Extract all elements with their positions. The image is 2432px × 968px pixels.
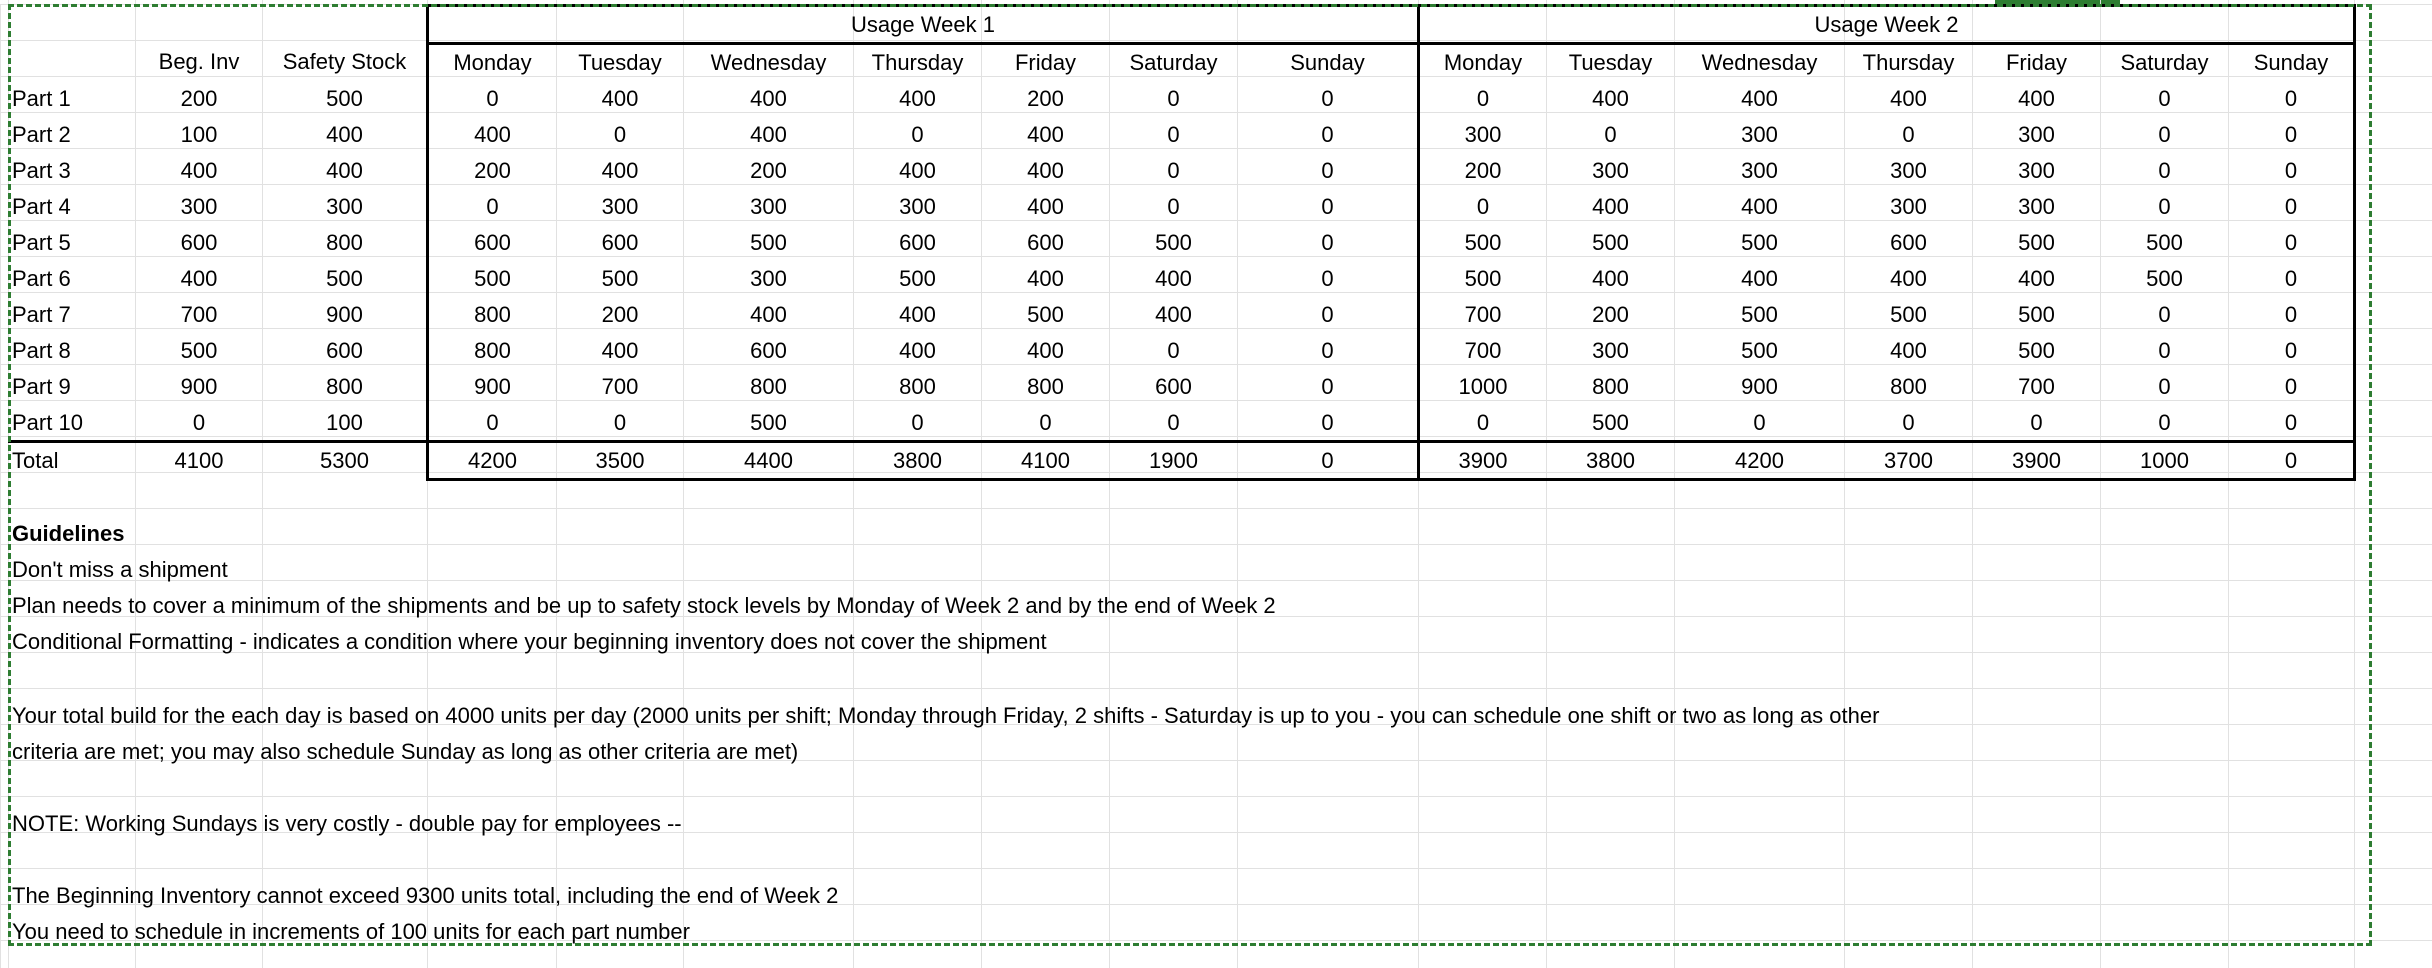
empty-cell[interactable] xyxy=(9,6,136,44)
usage-cell[interactable]: 0 xyxy=(1604,121,1617,147)
usage-cell[interactable]: 500 xyxy=(2146,265,2183,291)
part-label[interactable]: Part 10 xyxy=(12,409,83,435)
usage-cell[interactable]: 400 xyxy=(1155,265,1192,291)
part-label[interactable]: Part 5 xyxy=(12,229,71,255)
usage-cell[interactable]: 500 xyxy=(2018,337,2055,363)
usage-cell[interactable]: 600 xyxy=(899,229,936,255)
usage-cell[interactable]: 0 xyxy=(1167,337,1180,363)
usage-cell[interactable]: 700 xyxy=(1464,337,1502,363)
usage-cell[interactable]: 0 xyxy=(1753,409,1766,435)
usage-cell[interactable]: 400 xyxy=(899,337,936,363)
usage-cell[interactable]: 1000 xyxy=(1458,373,1508,399)
usage-cell[interactable]: 0 xyxy=(1167,121,1180,147)
usage-cell[interactable]: 400 xyxy=(1592,85,1629,111)
usage-cell[interactable]: 500 xyxy=(601,265,639,291)
usage-cell[interactable]: 600 xyxy=(750,337,787,363)
usage-cell[interactable]: 800 xyxy=(428,297,557,333)
header-week1-sunday[interactable]: Sunday xyxy=(1238,44,1419,81)
header-week2-friday[interactable]: Friday xyxy=(1973,44,2101,81)
usage-cell[interactable]: 300 xyxy=(750,193,787,219)
usage-cell[interactable]: 400 xyxy=(1890,337,1927,363)
week2-title[interactable]: Usage Week 2 xyxy=(1419,6,2355,44)
safety-stock-cell[interactable]: 100 xyxy=(326,409,363,435)
guideline-4b: criteria are met; you may also schedule Sunday as long as other criteria are met) xyxy=(12,739,799,764)
usage-cell[interactable]: 800 xyxy=(428,333,557,369)
usage-cell[interactable]: 500 xyxy=(750,409,787,435)
beg-inv-cell[interactable]: 300 xyxy=(180,193,218,219)
usage-cell[interactable]: 500 xyxy=(1027,301,1064,327)
usage-cell[interactable]: 400 xyxy=(1027,121,1064,147)
usage-cell[interactable]: 0 xyxy=(1238,225,1419,261)
header-week1-wednesday[interactable]: Wednesday xyxy=(684,44,854,81)
beg-inv-cell[interactable]: 500 xyxy=(180,337,218,363)
total-usage-cell[interactable]: 3900 xyxy=(1973,442,2101,480)
usage-cell[interactable]: 0 xyxy=(2229,189,2355,225)
usage-cell[interactable]: 600 xyxy=(1027,229,1064,255)
usage-cell[interactable]: 0 xyxy=(1476,193,1490,219)
part-label[interactable]: Part 7 xyxy=(12,301,71,327)
beg-inv-cell[interactable]: 100 xyxy=(180,121,218,147)
usage-cell[interactable]: 0 xyxy=(2229,117,2355,153)
usage-cell[interactable]: 400 xyxy=(601,157,639,183)
total-beg-inv[interactable]: 4100 xyxy=(136,442,263,480)
usage-cell[interactable]: 400 xyxy=(1741,265,1778,291)
usage-cell[interactable]: 900 xyxy=(1741,373,1778,399)
usage-cell[interactable]: 300 xyxy=(1890,193,1927,219)
usage-cell[interactable]: 0 xyxy=(2229,153,2355,189)
usage-cell[interactable]: 400 xyxy=(1027,265,1064,291)
usage-cell[interactable]: 400 xyxy=(1592,265,1629,291)
usage-cell[interactable]: 0 xyxy=(2158,121,2171,147)
header-safety-stock[interactable]: Safety Stock xyxy=(282,49,407,74)
table-row xyxy=(9,261,2355,297)
usage-cell[interactable]: 300 xyxy=(2018,193,2055,219)
usage-cell[interactable]: 0 xyxy=(2229,333,2355,369)
header-row xyxy=(9,44,2355,81)
usage-cell[interactable]: 0 xyxy=(1238,405,1419,442)
table-row xyxy=(9,333,2355,369)
inventory-table[interactable] xyxy=(8,4,2356,481)
usage-cell[interactable]: 500 xyxy=(428,261,557,297)
usage-cell[interactable]: 200 xyxy=(601,301,639,327)
usage-cell[interactable]: 400 xyxy=(428,117,557,153)
total-usage-cell[interactable]: 4400 xyxy=(684,442,854,480)
usage-cell[interactable]: 800 xyxy=(1890,373,1927,399)
guideline-3: Conditional Formatting - indicates a condition where your beginning inventory does not cover the shipment xyxy=(12,629,1047,654)
guideline-6: You need to schedule in increments of 100 units for each part number xyxy=(12,919,690,944)
usage-cell[interactable]: 300 xyxy=(899,193,936,219)
usage-cell[interactable]: 0 xyxy=(1238,369,1419,405)
usage-cell[interactable]: 400 xyxy=(1155,301,1192,327)
usage-cell[interactable]: 0 xyxy=(2030,409,2043,435)
table-row xyxy=(9,369,2355,405)
usage-cell[interactable]: 500 xyxy=(1592,229,1629,255)
usage-cell[interactable]: 400 xyxy=(1027,337,1064,363)
part-label[interactable]: Part 6 xyxy=(12,265,71,291)
usage-cell[interactable]: 800 xyxy=(899,373,936,399)
usage-cell[interactable]: 400 xyxy=(1027,193,1064,219)
empty-cell[interactable] xyxy=(9,44,136,81)
usage-cell[interactable]: 400 xyxy=(1890,265,1927,291)
table-row xyxy=(9,81,2355,117)
table-row xyxy=(9,405,2355,442)
usage-cell[interactable]: 500 xyxy=(1741,337,1778,363)
guidelines-title: Guidelines xyxy=(12,521,125,546)
usage-cell[interactable]: 500 xyxy=(1741,301,1778,327)
usage-cell[interactable]: 0 xyxy=(2158,337,2171,363)
usage-cell[interactable]: 600 xyxy=(1890,229,1927,255)
beg-inv-cell[interactable]: 600 xyxy=(180,229,218,255)
usage-cell[interactable]: 400 xyxy=(899,157,936,183)
usage-cell[interactable]: 200 xyxy=(1464,157,1502,183)
usage-cell[interactable]: 0 xyxy=(2229,405,2355,442)
usage-cell[interactable]: 300 xyxy=(601,193,639,219)
usage-cell[interactable]: 600 xyxy=(601,229,639,255)
header-week1-tuesday[interactable]: Tuesday xyxy=(557,44,684,81)
guideline-2: Plan needs to cover a minimum of the shipments and be up to safety stock levels by Monday of Week 2 and by the end of Week 2 xyxy=(12,593,1276,618)
usage-cell[interactable]: 300 xyxy=(1741,121,1778,147)
usage-cell[interactable]: 0 xyxy=(1238,333,1419,369)
usage-cell[interactable]: 0 xyxy=(1167,409,1180,435)
week1-title[interactable]: Usage Week 1 xyxy=(428,6,1419,44)
usage-cell[interactable]: 400 xyxy=(1741,193,1778,219)
table-row xyxy=(9,117,2355,153)
beg-inv-cell[interactable]: 200 xyxy=(180,85,218,111)
usage-cell[interactable]: 400 xyxy=(899,85,936,111)
usage-cell[interactable]: 0 xyxy=(2229,297,2355,333)
usage-cell[interactable]: 500 xyxy=(1890,301,1927,327)
usage-cell[interactable]: 700 xyxy=(2018,373,2055,399)
total-usage-cell[interactable]: 0 xyxy=(2229,442,2355,480)
beg-inv-cell[interactable]: 900 xyxy=(180,373,218,399)
total-safety-stock[interactable]: 5300 xyxy=(263,442,428,480)
usage-cell[interactable]: 300 xyxy=(1741,157,1778,183)
guideline-4a: Your total build for the each day is based on 4000 units per day (2000 units per shift; Monday through Friday, 2 shifts - Saturday is up to you - you can schedule one shift or two as long as other xyxy=(12,703,1880,728)
safety-stock-cell[interactable]: 400 xyxy=(326,121,363,147)
header-week2-sunday[interactable]: Sunday xyxy=(2229,44,2355,81)
empty-cell[interactable] xyxy=(136,6,263,44)
usage-cell[interactable]: 500 xyxy=(2018,229,2055,255)
usage-cell[interactable]: 0 xyxy=(1476,85,1490,111)
total-row xyxy=(9,442,2355,480)
safety-stock-cell[interactable]: 600 xyxy=(326,337,363,363)
usage-cell[interactable]: 0 xyxy=(1167,193,1180,219)
part-label[interactable]: Part 8 xyxy=(12,337,71,363)
usage-cell[interactable]: 0 xyxy=(2158,85,2171,111)
usage-cell[interactable]: 800 xyxy=(1027,373,1064,399)
part-label[interactable]: Part 4 xyxy=(12,193,71,219)
guideline-1: Don't miss a shipment xyxy=(12,557,228,582)
usage-cell[interactable]: 0 xyxy=(428,81,557,117)
usage-cell[interactable]: 500 xyxy=(1592,409,1629,435)
usage-cell[interactable]: 200 xyxy=(750,157,787,183)
header-week2-saturday[interactable]: Saturday xyxy=(2101,44,2229,81)
part-label[interactable]: Part 2 xyxy=(12,121,71,147)
usage-cell[interactable]: 0 xyxy=(428,405,557,442)
total-label[interactable]: Total xyxy=(9,442,136,480)
usage-cell[interactable]: 400 xyxy=(2018,85,2055,111)
header-beg-inv[interactable]: Beg. Inv xyxy=(158,49,240,74)
usage-cell[interactable]: 300 xyxy=(1890,157,1927,183)
safety-stock-cell[interactable]: 800 xyxy=(326,373,363,399)
usage-cell[interactable]: 0 xyxy=(911,121,924,147)
usage-cell[interactable]: 0 xyxy=(2229,225,2355,261)
usage-cell[interactable]: 500 xyxy=(2018,301,2055,327)
usage-cell[interactable]: 300 xyxy=(1464,121,1502,147)
safety-stock-cell[interactable]: 400 xyxy=(326,157,363,183)
usage-cell[interactable]: 800 xyxy=(1592,373,1629,399)
usage-cell[interactable]: 200 xyxy=(428,153,557,189)
usage-cell[interactable]: 0 xyxy=(1238,297,1419,333)
empty-cell[interactable] xyxy=(263,6,428,44)
header-week1-saturday[interactable]: Saturday xyxy=(1110,44,1238,81)
usage-cell[interactable]: 600 xyxy=(1155,373,1192,399)
usage-cell[interactable]: 500 xyxy=(750,229,787,255)
usage-cell[interactable]: 0 xyxy=(613,121,627,147)
usage-cell[interactable]: 0 xyxy=(613,409,627,435)
usage-cell[interactable]: 0 xyxy=(911,409,924,435)
usage-cell[interactable]: 0 xyxy=(2158,373,2171,399)
part-label[interactable]: Part 1 xyxy=(12,85,71,111)
usage-cell[interactable]: 0 xyxy=(2158,301,2171,327)
usage-cell[interactable]: 0 xyxy=(1238,261,1419,297)
table-row xyxy=(9,225,2355,261)
usage-cell[interactable]: 500 xyxy=(1741,229,1778,255)
usage-cell[interactable]: 700 xyxy=(1464,301,1502,327)
usage-cell[interactable]: 0 xyxy=(428,189,557,225)
usage-cell[interactable]: 500 xyxy=(1464,265,1502,291)
total-usage-cell[interactable]: 3800 xyxy=(1547,442,1675,480)
total-usage-cell[interactable]: 3700 xyxy=(1845,442,1973,480)
header-week2-tuesday[interactable]: Tuesday xyxy=(1547,44,1675,81)
usage-cell[interactable]: 0 xyxy=(1238,153,1419,189)
table-row xyxy=(9,189,2355,225)
table-row xyxy=(9,297,2355,333)
header-week1-thursday[interactable]: Thursday xyxy=(854,44,982,81)
header-week1-monday[interactable]: Monday xyxy=(428,44,557,81)
usage-cell[interactable]: 400 xyxy=(750,121,787,147)
usage-cell[interactable]: 400 xyxy=(1592,193,1629,219)
total-usage-cell[interactable]: 3500 xyxy=(557,442,684,480)
beg-inv-cell[interactable]: 0 xyxy=(192,409,206,435)
usage-cell[interactable]: 300 xyxy=(2018,157,2055,183)
usage-cell[interactable]: 400 xyxy=(750,85,787,111)
usage-cell[interactable]: 400 xyxy=(1741,85,1778,111)
usage-cell[interactable]: 0 xyxy=(2158,157,2171,183)
safety-stock-cell[interactable]: 500 xyxy=(326,85,363,111)
safety-stock-cell[interactable]: 300 xyxy=(326,193,363,219)
usage-cell[interactable]: 0 xyxy=(1167,85,1180,111)
guideline-5: The Beginning Inventory cannot exceed 9300 units total, including the end of Week 2 xyxy=(12,883,839,908)
part-label[interactable]: Part 3 xyxy=(12,157,71,183)
usage-cell[interactable]: 0 xyxy=(1238,81,1419,117)
usage-cell[interactable]: 0 xyxy=(1476,409,1490,435)
total-usage-cell[interactable]: 4200 xyxy=(428,442,557,480)
beg-inv-cell[interactable]: 400 xyxy=(180,157,218,183)
header-week1-friday[interactable]: Friday xyxy=(982,44,1110,81)
usage-cell[interactable]: 0 xyxy=(1039,409,1052,435)
total-usage-cell[interactable]: 4200 xyxy=(1675,442,1845,480)
usage-cell[interactable]: 400 xyxy=(750,301,787,327)
usage-cell[interactable]: 700 xyxy=(601,373,639,399)
total-usage-cell[interactable]: 4100 xyxy=(982,442,1110,480)
usage-cell[interactable]: 500 xyxy=(2146,229,2183,255)
total-usage-cell[interactable]: 0 xyxy=(1238,442,1419,480)
beg-inv-cell[interactable]: 400 xyxy=(180,265,218,291)
usage-cell[interactable]: 300 xyxy=(1592,337,1629,363)
safety-stock-cell[interactable]: 900 xyxy=(326,301,363,327)
usage-cell[interactable]: 0 xyxy=(2229,261,2355,297)
usage-cell[interactable]: 0 xyxy=(1902,409,1915,435)
usage-cell[interactable]: 600 xyxy=(428,225,557,261)
usage-cell[interactable]: 0 xyxy=(1167,157,1180,183)
usage-cell[interactable]: 400 xyxy=(1027,157,1064,183)
header-week2-wednesday[interactable]: Wednesday xyxy=(1675,44,1845,81)
total-usage-cell[interactable]: 3900 xyxy=(1419,442,1547,480)
total-usage-cell[interactable]: 3800 xyxy=(854,442,982,480)
usage-cell[interactable]: 800 xyxy=(750,373,787,399)
usage-cell[interactable]: 0 xyxy=(2229,81,2355,117)
guideline-note: NOTE: Working Sundays is very costly - double pay for employees -- xyxy=(12,811,682,836)
usage-cell[interactable]: 500 xyxy=(899,265,936,291)
usage-cell[interactable]: 400 xyxy=(1890,85,1927,111)
usage-cell[interactable]: 400 xyxy=(899,301,936,327)
total-usage-cell[interactable]: 1000 xyxy=(2101,442,2229,480)
usage-cell[interactable]: 900 xyxy=(428,369,557,405)
usage-cell[interactable]: 500 xyxy=(1155,229,1192,255)
usage-cell[interactable]: 0 xyxy=(1238,117,1419,153)
part-label[interactable]: Part 9 xyxy=(12,373,71,399)
usage-cell[interactable]: 200 xyxy=(1027,85,1064,111)
usage-cell[interactable]: 0 xyxy=(2229,369,2355,405)
usage-cell[interactable]: 300 xyxy=(2018,121,2055,147)
safety-stock-cell[interactable]: 500 xyxy=(326,265,363,291)
usage-cell[interactable]: 0 xyxy=(1902,121,1915,147)
usage-cell[interactable]: 400 xyxy=(601,85,639,111)
usage-cell[interactable]: 300 xyxy=(750,265,787,291)
usage-cell[interactable]: 300 xyxy=(1592,157,1629,183)
total-usage-cell[interactable]: 1900 xyxy=(1110,442,1238,480)
header-week2-monday[interactable]: Monday xyxy=(1419,44,1547,81)
usage-cell[interactable]: 0 xyxy=(2158,409,2171,435)
usage-cell[interactable]: 400 xyxy=(2018,265,2055,291)
usage-cell[interactable]: 400 xyxy=(601,337,639,363)
header-week2-thursday[interactable]: Thursday xyxy=(1845,44,1973,81)
usage-cell[interactable]: 0 xyxy=(1238,189,1419,225)
usage-cell[interactable]: 0 xyxy=(2158,193,2171,219)
usage-cell[interactable]: 200 xyxy=(1592,301,1629,327)
table-row xyxy=(9,153,2355,189)
week-title-row xyxy=(9,6,2355,44)
beg-inv-cell[interactable]: 700 xyxy=(180,301,218,327)
safety-stock-cell[interactable]: 800 xyxy=(326,229,363,255)
usage-cell[interactable]: 500 xyxy=(1464,229,1502,255)
